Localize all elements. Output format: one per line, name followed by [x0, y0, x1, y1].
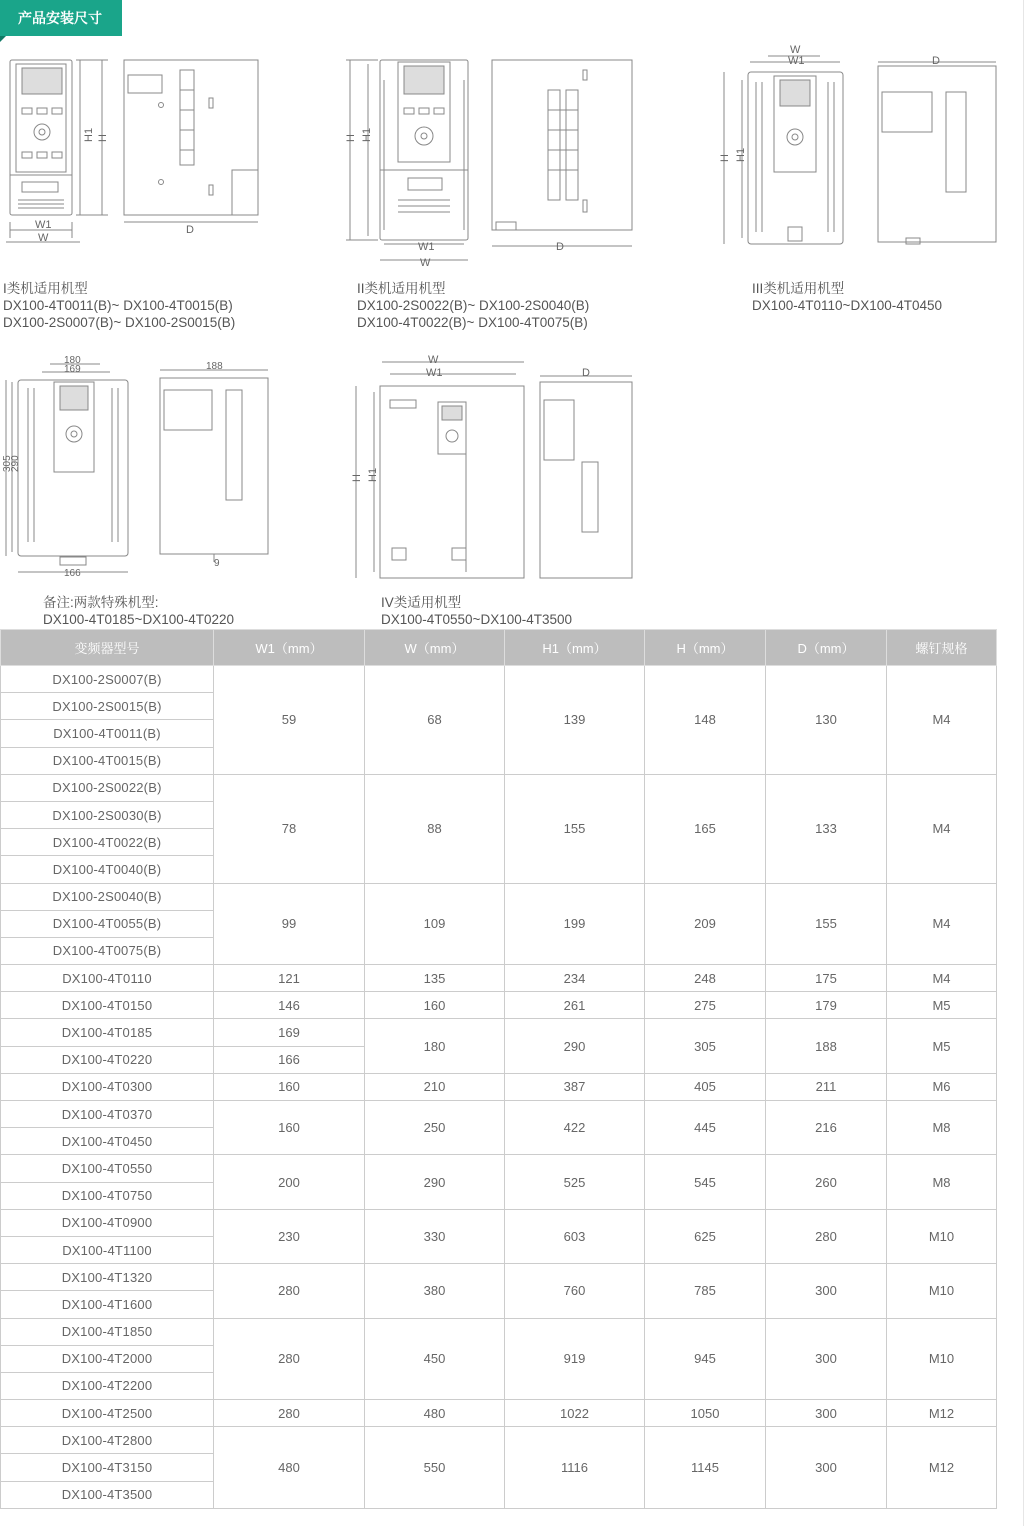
w1-cell: 169 — [214, 1019, 365, 1046]
class-2-caption: II类机适用机型 DX100-2S0022(B)~ DX100-2S0040(B) DX100-4T0022(B)~ DX100-4T0075(B) — [357, 281, 590, 330]
screw-cell: M10 — [887, 1264, 997, 1318]
model-cell: DX100-4T0110 — [1, 965, 214, 992]
table-row — [1, 965, 997, 992]
w1-cell: 146 — [214, 992, 365, 1019]
w-cell: 450 — [365, 1318, 505, 1400]
model-cell: DX100-4T0055(B) — [1, 910, 214, 937]
dim-h1-label: H1 — [83, 127, 95, 142]
model-cell: DX100-4T0370 — [1, 1101, 214, 1128]
h1-cell: 422 — [505, 1101, 645, 1155]
dim-h-label: H — [97, 134, 109, 142]
dim-w-label: W — [428, 354, 439, 366]
model-cell: DX100-4T0750 — [1, 1182, 214, 1209]
class-1-caption: I类机适用机型 DX100-4T0011(B)~ DX100-4T0015(B) DX100-2S0007(B)~ DX100-2S0015(B) — [3, 281, 236, 330]
class-4-caption: IV类适用机型 DX100-4T0550~DX100-4T3500 — [381, 595, 573, 627]
dim-w-label: 180 — [64, 355, 81, 366]
w-cell: 180 — [365, 1019, 505, 1073]
dim-h1-label: H1 — [361, 127, 373, 142]
dim-h-label: 305 — [2, 455, 13, 472]
d-cell: 133 — [766, 774, 887, 883]
w1-cell: 160 — [214, 1101, 365, 1155]
w1-cell: 59 — [214, 666, 365, 775]
d-cell: 211 — [766, 1073, 887, 1100]
w1-cell: 121 — [214, 965, 365, 992]
table-header-row — [1, 630, 997, 666]
w-cell: 380 — [365, 1264, 505, 1318]
table-row — [1, 1264, 997, 1291]
h-cell: 1050 — [645, 1400, 766, 1427]
dim-d-label: D — [582, 367, 590, 379]
dim-d-label: D — [932, 55, 940, 67]
model-cell: DX100-4T1850 — [1, 1318, 214, 1345]
h-cell: 165 — [645, 774, 766, 883]
dim-h-label: H — [719, 154, 731, 162]
dim-w-label: W — [790, 44, 801, 56]
model-cell: DX100-4T2000 — [1, 1345, 214, 1372]
h1-cell: 919 — [505, 1318, 645, 1400]
w-cell: 68 — [365, 666, 505, 775]
screw-cell: M10 — [887, 1209, 997, 1263]
class-3-caption: III类机适用机型 DX100-4T0110~DX100-4T0450 — [752, 281, 943, 313]
h-cell: 1145 — [645, 1427, 766, 1509]
model-cell: DX100-4T0040(B) — [1, 856, 214, 883]
h-cell: 945 — [645, 1318, 766, 1400]
h1-cell: 234 — [505, 965, 645, 992]
w1-cell: 280 — [214, 1318, 365, 1400]
screw-cell: M4 — [887, 666, 997, 775]
h1-cell: 199 — [505, 883, 645, 965]
h1-cell: 139 — [505, 666, 645, 775]
w-cell: 160 — [365, 992, 505, 1019]
model-cell: DX100-2S0007(B) — [1, 666, 214, 693]
col-h1: H1（mm） — [505, 630, 645, 666]
table-row — [1, 1101, 997, 1128]
w1-cell: 280 — [214, 1264, 365, 1318]
model-cell: DX100-4T0185 — [1, 1019, 214, 1046]
model-cell: DX100-4T1320 — [1, 1264, 214, 1291]
dim-w1-label: W1 — [426, 367, 443, 379]
h1-cell: 155 — [505, 774, 645, 883]
model-cell: DX100-4T2500 — [1, 1400, 214, 1427]
model-cell: DX100-4T0900 — [1, 1209, 214, 1236]
model-cell: DX100-4T0150 — [1, 992, 214, 1019]
dim-small-label: 9 — [214, 558, 220, 569]
class-4-drawing — [340, 352, 640, 582]
w1-cell: 280 — [214, 1400, 365, 1427]
screw-cell: M12 — [887, 1400, 997, 1427]
w-cell: 210 — [365, 1073, 505, 1100]
model-cell: DX100-4T0011(B) — [1, 720, 214, 747]
w-cell: 135 — [365, 965, 505, 992]
col-h: H（mm） — [645, 630, 766, 666]
w1-cell: 200 — [214, 1155, 365, 1209]
table-row — [1, 1073, 997, 1100]
model-cell: DX100-4T2200 — [1, 1372, 214, 1399]
model-cell: DX100-2S0040(B) — [1, 883, 214, 910]
model-cell: DX100-4T3150 — [1, 1454, 214, 1481]
screw-cell: M5 — [887, 992, 997, 1019]
model-cell: DX100-4T0300 — [1, 1073, 214, 1100]
h1-cell: 261 — [505, 992, 645, 1019]
w-cell: 480 — [365, 1400, 505, 1427]
col-model: 变频器型号 — [1, 630, 214, 666]
h1-cell: 760 — [505, 1264, 645, 1318]
model-cell: DX100-4T0015(B) — [1, 747, 214, 774]
model-cell: DX100-4T0220 — [1, 1046, 214, 1073]
dim-d-label: D — [186, 224, 194, 236]
dimension-table — [0, 629, 997, 1509]
h-cell: 445 — [645, 1101, 766, 1155]
model-cell: DX100-4T1600 — [1, 1291, 214, 1318]
table-row — [1, 883, 997, 910]
w-cell: 109 — [365, 883, 505, 965]
w-cell: 88 — [365, 774, 505, 883]
d-cell: 260 — [766, 1155, 887, 1209]
w1-cell: 78 — [214, 774, 365, 883]
d-cell: 280 — [766, 1209, 887, 1263]
section-tab[interactable]: 产品安装尺寸 — [0, 0, 122, 36]
w1-cell: 99 — [214, 883, 365, 965]
h1-cell: 1116 — [505, 1427, 645, 1509]
w1-cell: 230 — [214, 1209, 365, 1263]
h1-cell: 290 — [505, 1019, 645, 1073]
model-cell: DX100-4T0550 — [1, 1155, 214, 1182]
w-cell: 550 — [365, 1427, 505, 1509]
model-cell: DX100-4T2800 — [1, 1427, 214, 1454]
screw-cell: M4 — [887, 774, 997, 883]
class-2-drawing — [338, 50, 638, 270]
w1-cell: 480 — [214, 1427, 365, 1509]
table-row — [1, 1318, 997, 1345]
table-body — [1, 666, 997, 1509]
d-cell: 216 — [766, 1101, 887, 1155]
dim-h1-label: H1 — [735, 147, 747, 162]
special-models-drawing — [0, 352, 290, 582]
table-row — [1, 1400, 997, 1427]
model-cell: DX100-2S0022(B) — [1, 774, 214, 801]
d-cell: 155 — [766, 883, 887, 965]
screw-cell: M6 — [887, 1073, 997, 1100]
model-cell: DX100-4T0075(B) — [1, 937, 214, 964]
model-cell: DX100-2S0030(B) — [1, 801, 214, 828]
screw-cell: M4 — [887, 965, 997, 992]
class-1-drawing — [0, 50, 270, 250]
h-cell: 209 — [645, 883, 766, 965]
table-row — [1, 1427, 997, 1454]
col-w1: W1（mm） — [214, 630, 365, 666]
table-row — [1, 1019, 997, 1046]
dim-h1-label: H1 — [367, 467, 379, 482]
w-cell: 290 — [365, 1155, 505, 1209]
dim-h-label: H — [351, 474, 363, 482]
h1-cell: 387 — [505, 1073, 645, 1100]
screw-cell: M8 — [887, 1155, 997, 1209]
w-cell: 330 — [365, 1209, 505, 1263]
col-screw: 螺钉规格 — [887, 630, 997, 666]
dim-w-label: W — [420, 257, 431, 269]
h-cell: 305 — [645, 1019, 766, 1073]
screw-cell: M12 — [887, 1427, 997, 1509]
h1-cell: 525 — [505, 1155, 645, 1209]
dim-bottom-label: 166 — [64, 568, 81, 579]
h-cell: 148 — [645, 666, 766, 775]
d-cell: 300 — [766, 1427, 887, 1509]
d-cell: 300 — [766, 1264, 887, 1318]
h-cell: 785 — [645, 1264, 766, 1318]
h1-cell: 1022 — [505, 1400, 645, 1427]
dim-w1-label: W1 — [35, 219, 52, 231]
dim-h1-label: 290 — [10, 455, 21, 472]
table-row — [1, 666, 997, 693]
table-row — [1, 1209, 997, 1236]
d-cell: 188 — [766, 1019, 887, 1073]
dim-w1-label: 169 — [64, 364, 81, 375]
col-w: W（mm） — [365, 630, 505, 666]
d-cell: 300 — [766, 1400, 887, 1427]
dim-w1-label: W1 — [418, 241, 435, 253]
dim-d-label: D — [556, 241, 564, 253]
table-row — [1, 992, 997, 1019]
page-border — [1023, 0, 1024, 1526]
screw-cell: M5 — [887, 1019, 997, 1073]
h-cell: 405 — [645, 1073, 766, 1100]
h-cell: 275 — [645, 992, 766, 1019]
d-cell: 300 — [766, 1318, 887, 1400]
screw-cell: M4 — [887, 883, 997, 965]
special-models-caption: 备注:两款特殊机型: DX100-4T0185~DX100-4T0220 — [43, 595, 235, 627]
h-cell: 248 — [645, 965, 766, 992]
d-cell: 175 — [766, 965, 887, 992]
model-cell: DX100-4T3500 — [1, 1481, 214, 1508]
d-cell: 179 — [766, 992, 887, 1019]
col-d: D（mm） — [766, 630, 887, 666]
model-cell: DX100-2S0015(B) — [1, 693, 214, 720]
w1-cell: 160 — [214, 1073, 365, 1100]
model-cell: DX100-4T0450 — [1, 1128, 214, 1155]
table-row — [1, 774, 997, 801]
w1-cell: 166 — [214, 1046, 365, 1073]
class-3-drawing — [710, 42, 1010, 262]
model-cell: DX100-4T0022(B) — [1, 829, 214, 856]
dim-w-label: W — [38, 232, 49, 244]
h-cell: 625 — [645, 1209, 766, 1263]
dim-w1-label: W1 — [788, 55, 805, 67]
d-cell: 130 — [766, 666, 887, 775]
dim-d-label: 188 — [206, 361, 223, 372]
dim-h-label: H — [345, 134, 357, 142]
model-cell: DX100-4T1100 — [1, 1236, 214, 1263]
w-cell: 250 — [365, 1101, 505, 1155]
table-row — [1, 1155, 997, 1182]
h1-cell: 603 — [505, 1209, 645, 1263]
screw-cell: M8 — [887, 1101, 997, 1155]
screw-cell: M10 — [887, 1318, 997, 1400]
h-cell: 545 — [645, 1155, 766, 1209]
